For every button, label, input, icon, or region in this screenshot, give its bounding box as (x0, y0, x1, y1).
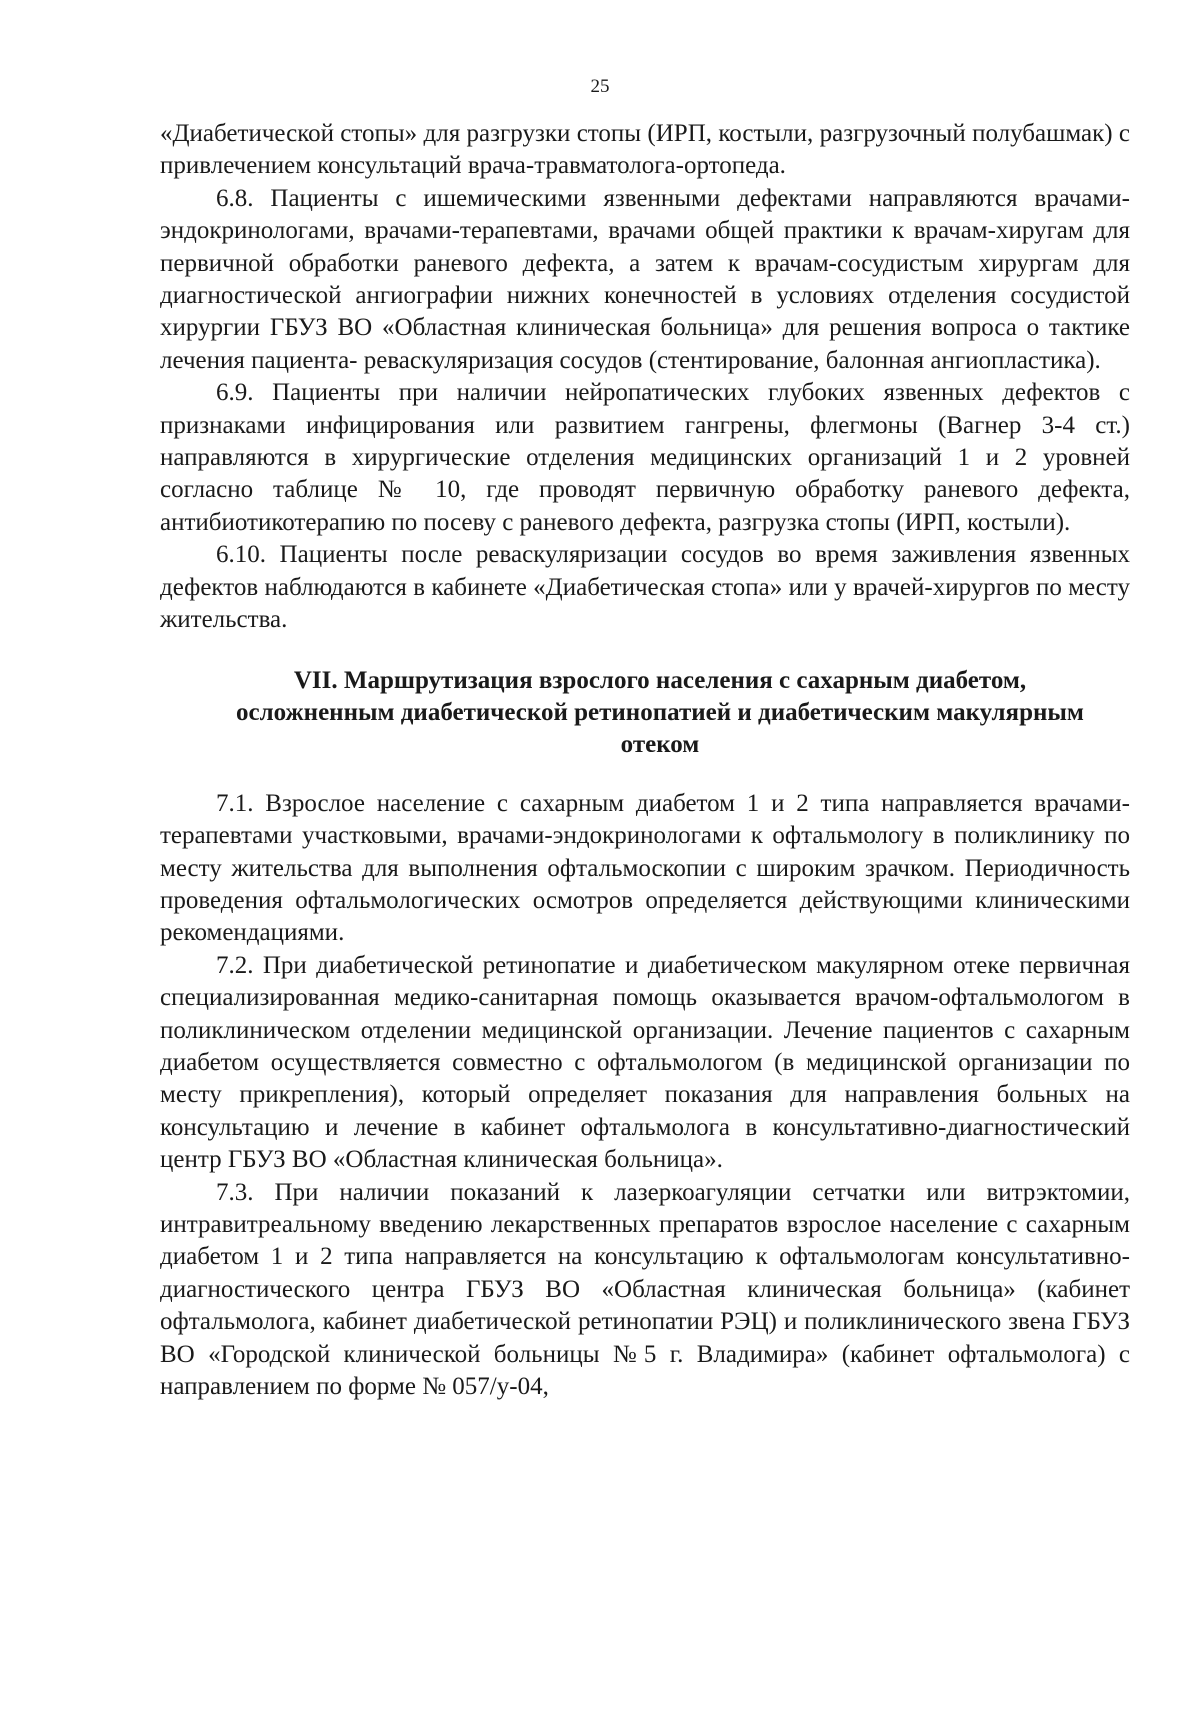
section-heading: VII. Маршрутизация взрослого населения с сахарным диабетом, осложненным диабетической ретинопатией и диабетическим макулярным отеком (236, 666, 1084, 759)
paragraph-6-8: 6.8. Пациенты с ишемическими язвенными дефектами направляются врачами-эндокринологами, врачами-терапевтами, врачами общей практики к врачам-хиругам для первичной обработки раневого дефекта, а затем к врачам-сосудистым хирургам для диагностической ангиографии нижних конечностей в условиях отделения сосудистой хирургии ГБУЗ ВО «Областная клиническая больница» для решения вопроса о тактике лечения пациента- реваскуляризация сосудов (стентирование, балонная ангиопластика). (160, 184, 1130, 374)
paragraph-7-2: 7.2. При диабетической ретинопатие и диабетическом макулярном отеке первичная специализированная медико-санитарная помощь оказывается врачом-офтальмологом в поликлиническом отделении медицинской организации. Лечение пациентов с сахарным диабетом осуществляется совместно с офтальмологом (в медицинской организации по месту прикрепления), который определяет показания для направления больных на консультацию и лечение в кабинет офтальмолога в консультативно-диагностический центр ГБУЗ ВО «Областная клиническая больница». (160, 951, 1130, 1174)
paragraph-6-10: 6.10. Пациенты после реваскуляризации сосудов во время заживления язвенных дефектов наблюдаются в кабинете «Диабетическая стопа» или у врачей-хирургов по месту жительства. (160, 541, 1130, 634)
paragraph-6-9: 6.9. Пациенты при наличии нейропатических глубоких язвенных дефектов с признаками инфицирования или развитием гангрены, флегмоны (Вагнер 3-4 ст.) направляются в хирургические отделения медицинских организаций 1 и 2 уровней согласно таблице № 10, где проводят первичную обработку раневого дефекта, антибиотикотерапию по посеву с раневого дефекта, разгрузка стопы (ИРП, костыли). (160, 379, 1130, 536)
document-body (160, 118, 1130, 1403)
paragraph-7-3: 7.3. При наличии показаний к лазеркоагуляции сетчатки или витрэктомии, интравитреальному введению лекарственных препаратов взрослое население с сахарным диабетом 1 и 2 типа направляется на консультацию к офтальмологам консультативно-диагностического центра ГБУЗ ВО «Областная клиническая больница» (кабинет офтальмолога, кабинет диабетической ретинопатии РЭЦ) и поликлинического звена ГБУЗ ВО «Городской клинической больницы №5 г. Владимира» (кабинет офтальмолога) с направлением по форме № 057/у-04, (160, 1178, 1130, 1401)
paragraph-7-1: 7.1. Взрослое население с сахарным диабетом 1 и 2 типа направляется врачами-терапевтами участковыми, врачами-эндокринологами к офтальмологу в поликлинику по месту жительства для выполнения офтальмоскопии с широким зрачком. Периодичность проведения офтальмологических осмотров определяется действующими клиническими рекомендациями. (160, 789, 1130, 947)
page-number: 25 (590, 76, 610, 97)
paragraph-continuation: «Диабетической стопы» для разгрузки стопы (ИРП, костыли, разгрузочный полубашмак) с привлечением консультаций врача-травматолога-ортопеда. (160, 120, 1130, 180)
